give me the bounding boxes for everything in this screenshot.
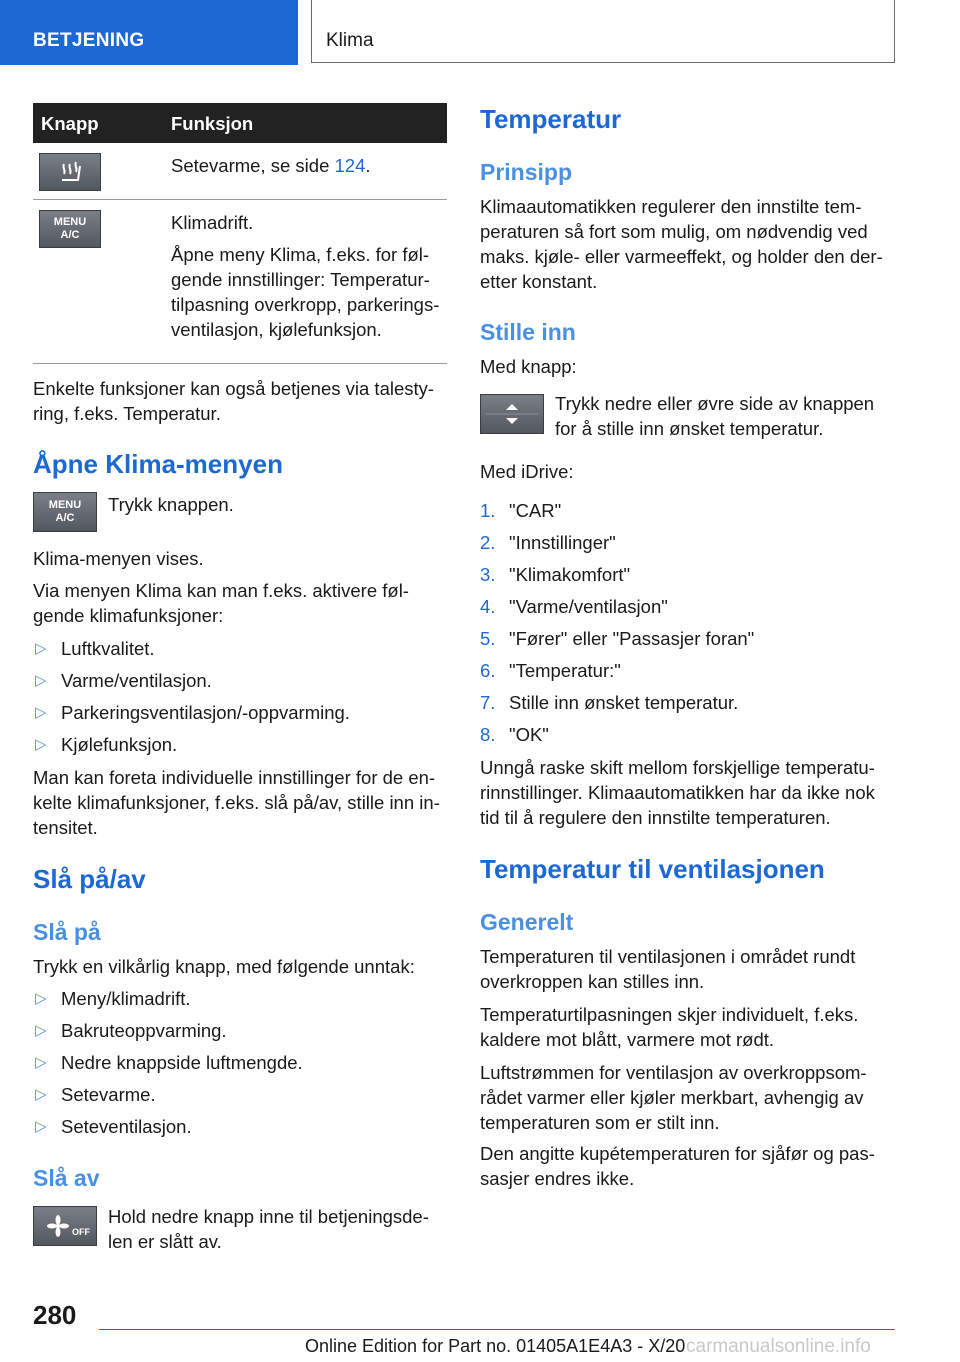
seat-heating-suffix: . [365, 155, 371, 176]
general-text-3: Luftstrømmen for ventilasjon av overkroppsom-rådet varmer eller kjøler merkbart, avhengig av temperaturen som er stilt inn. [480, 1062, 867, 1133]
menu-ac-button-icon: MENU A/C [33, 492, 97, 532]
heading-ventilation-temperature: Temperatur til ventilasjonen [480, 854, 825, 884]
heading-switch-off: Slå av [33, 1165, 100, 1191]
menu-ac-button-icon: MENU A/C [39, 210, 101, 248]
list-item: ▷ Kjølefunksjon. [35, 734, 178, 755]
with-idrive-text: Med iDrive: [480, 461, 574, 482]
chapter-tab [311, 0, 895, 63]
general-text-4: Den angitte kupétemperaturen for sjåfør og pas-sasjer endres ikke. [480, 1143, 875, 1189]
section-tab [0, 0, 298, 65]
principle-text: Klimaautomatikken regulerer den innstilte tem-peraturen så fort som mulig, om nødvendig ved maks. kjøle- eller varmeeffekt, og holder den der-etter konstant. [480, 196, 883, 292]
fan-off-button-icon [33, 1206, 97, 1246]
heading-general: Generelt [480, 909, 574, 935]
list-item: ▷ Seteventilasjon. [35, 1116, 192, 1137]
table-row [33, 200, 447, 364]
heading-open-climate-menu: Åpne Klima-menyen [33, 449, 283, 479]
climate-mode-title: Klimadrift. [171, 212, 254, 233]
heading-set: Stille inn [480, 319, 576, 345]
general-text-1: Temperaturen til ventilasjonen i området rundt overkroppen kan stilles inn. [480, 946, 856, 992]
seat-heating-text: Setevarme, se side [171, 155, 335, 176]
seat-heating-button-icon [39, 153, 101, 191]
general-text-2: Temperaturtilpasningen skjer individuelt, f.eks. kaldere mot blått, varmere mot rødt. [480, 1004, 859, 1050]
chapter-title: Klima [326, 30, 374, 51]
footer-divider [99, 1329, 895, 1330]
watermark: carmanualsonline.info [686, 1336, 871, 1357]
temperature-button-text: Trykk nedre eller øvre side av knappen for å stille inn ønsket temperatur. [555, 393, 875, 439]
list-item: ▷ Nedre knappside luftmengde. [35, 1052, 303, 1073]
list-item: 3. "Klimakomfort" [480, 564, 631, 585]
with-button-text: Med knapp: [480, 356, 577, 377]
table-row [33, 143, 447, 200]
switch-on-text: Trykk en vilkårlig knapp, med følgende unntak: [33, 956, 415, 977]
list-item: 8. "OK" [480, 724, 549, 745]
idrive-steps-list [480, 498, 894, 754]
list-item: 1. "CAR" [480, 500, 562, 521]
temperature-rocker-button-icon [480, 394, 544, 434]
avoid-rapid-changes-text: Unngå raske skift mellom forskjellige temperatu-rinnstillinger. Klimaautomatikken har da ikke nok tid til å regulere den innstilte temperaturen. [480, 757, 875, 828]
col-header-button: Knapp [33, 103, 169, 143]
heading-on-off: Slå på/av [33, 864, 146, 894]
page-number: 280 [33, 1300, 77, 1330]
heading-switch-on: Slå på [33, 919, 101, 945]
button-function-table [33, 103, 447, 364]
climate-mode-desc: Åpne meny Klima, f.eks. for føl-gende innstillinger: Temperatur-tilpasning overkropp, parkerings-ventilasjon, kjølefunksjon. [171, 244, 440, 340]
edition-text: Online Edition for Part no. 01405A1E4A3 - X/20 [305, 1336, 686, 1356]
list-item: ▷ Varme/ventilasjon. [35, 670, 212, 691]
heading-principle: Prinsipp [480, 159, 573, 185]
switch-off-text: Hold nedre knapp inne til betjeningsde-len er slått av. [108, 1206, 429, 1252]
climate-functions-list [33, 636, 447, 764]
exceptions-list [33, 986, 447, 1146]
list-item: ▷ Parkeringsventilasjon/-oppvarming. [35, 702, 350, 723]
list-item: ▷ Meny/klimadrift. [35, 988, 191, 1009]
list-item: 4. "Varme/ventilasjon" [480, 596, 668, 617]
list-item: ▷ Bakruteoppvarming. [35, 1020, 227, 1041]
list-item: 5. "Fører" eller "Passasjer foran" [480, 628, 755, 649]
individual-settings-text: Man kan foreta individuelle innstillinger for de en-kelte klimafunksjoner, f.eks. slå på/av, stille inn in-tensitet. [33, 767, 440, 838]
col-header-function: Funksjon [169, 103, 447, 143]
menu-shown-text: Klima-menyen vises. [33, 548, 204, 569]
list-item: ▷ Luftkvalitet. [35, 638, 155, 659]
voice-control-note: Enkelte funksjoner kan også betjenes via talesty-ring, f.eks. Temperatur. [33, 378, 435, 424]
list-item: 2. "Innstillinger" [480, 532, 616, 553]
off-label: OFF [72, 1227, 90, 1237]
heading-temperature: Temperatur [480, 104, 622, 134]
list-item: 6. "Temperatur:" [480, 660, 621, 681]
via-menu-text: Via menyen Klima kan man f.eks. aktivere føl-gende klimafunksjoner: [33, 580, 409, 626]
press-button-text: Trykk knappen. [108, 494, 234, 515]
list-item: 7. Stille inn ønsket temperatur. [480, 692, 739, 713]
seat-heating-page-link[interactable]: 124 [334, 155, 366, 176]
section-title: BETJENING [33, 30, 145, 51]
list-item: ▷ Setevarme. [35, 1084, 156, 1105]
